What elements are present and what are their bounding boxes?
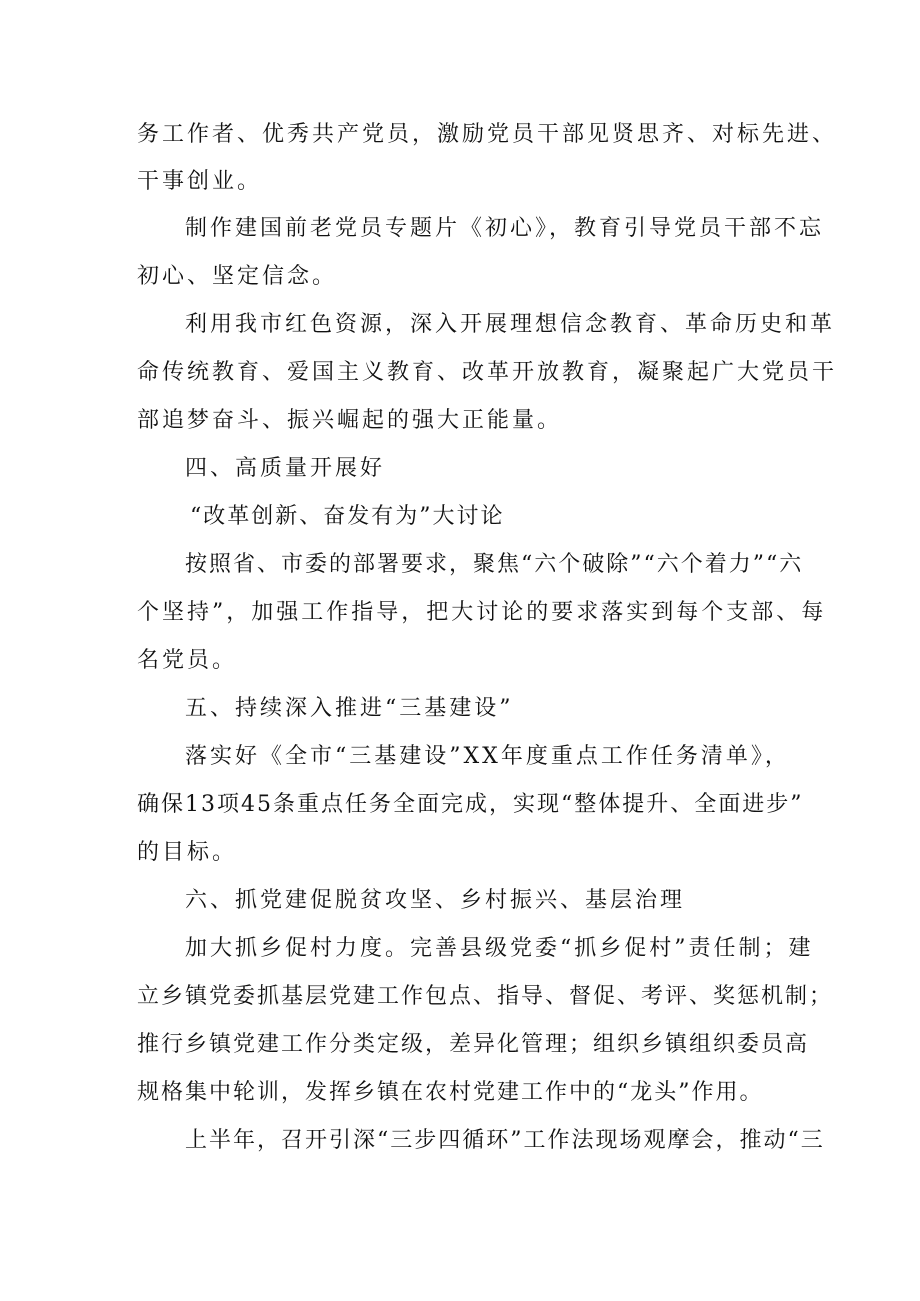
body-text-line: 名党员。: [137, 648, 238, 673]
section-heading-continuation: “改革创新、奋发有为”大讨论: [190, 504, 505, 529]
body-text-line: 确保13项45条重点任务全面完成，实现“整体提升、全面进步”: [137, 792, 804, 817]
body-text-line: 规格集中轮训，发挥乡镇在农村党建工作中的“龙头”作用。: [137, 1080, 764, 1105]
body-text-line: 制作建国前老党员专题片《初心》，教育引导党员干部不忘: [185, 216, 825, 241]
body-text-line: 上半年，召开引深“三步四循环”工作法现场观摩会，推动“三: [185, 1128, 825, 1153]
body-text-line: 落实好《全市“三基建设”XX年度重点工作任务清单》，: [185, 744, 790, 769]
body-text-line: 初心、坚定信念。: [137, 264, 338, 289]
section-heading: 四、高质量开展好: [185, 456, 386, 481]
body-text-line: 立乡镇党委抓基层党建工作包点、指导、督促、考评、奖惩机制；: [137, 984, 834, 1009]
body-text-line: 推行乡镇党建工作分类定级，差异化管理；组织乡镇组织委员高: [137, 1032, 810, 1057]
section-heading: 六、抓党建促脱贫攻坚、乡村振兴、基层治理: [185, 888, 686, 913]
body-text-line: 命传统教育、爱国主义教育、改革开放教育，凝聚起广大党员干: [137, 360, 838, 385]
body-text-line: 利用我市红色资源，深入开展理想信念教育、革命历史和革: [185, 312, 836, 337]
body-text-line: 部追梦奋斗、振兴崛起的强大正能量。: [137, 408, 563, 433]
body-text-line: 个坚持”，加强工作指导，把大讨论的要求落实到每个支部、每: [137, 600, 827, 625]
body-text-line: 的目标。: [137, 840, 238, 865]
section-heading: 五、持续深入推进“三基建设”: [185, 696, 514, 721]
body-text-line: 按照省、市委的部署要求，聚焦“六个破除”“六个着力”“六: [185, 552, 804, 577]
body-text-line: 干事创业。: [137, 169, 263, 194]
body-text-line: 务工作者、优秀共产党员，激励党员干部见贤思齐、对标先进、: [137, 122, 838, 147]
body-text-line: 加大抓乡促村力度。完善县级党委“抓乡促村”责任制；建: [185, 936, 814, 961]
